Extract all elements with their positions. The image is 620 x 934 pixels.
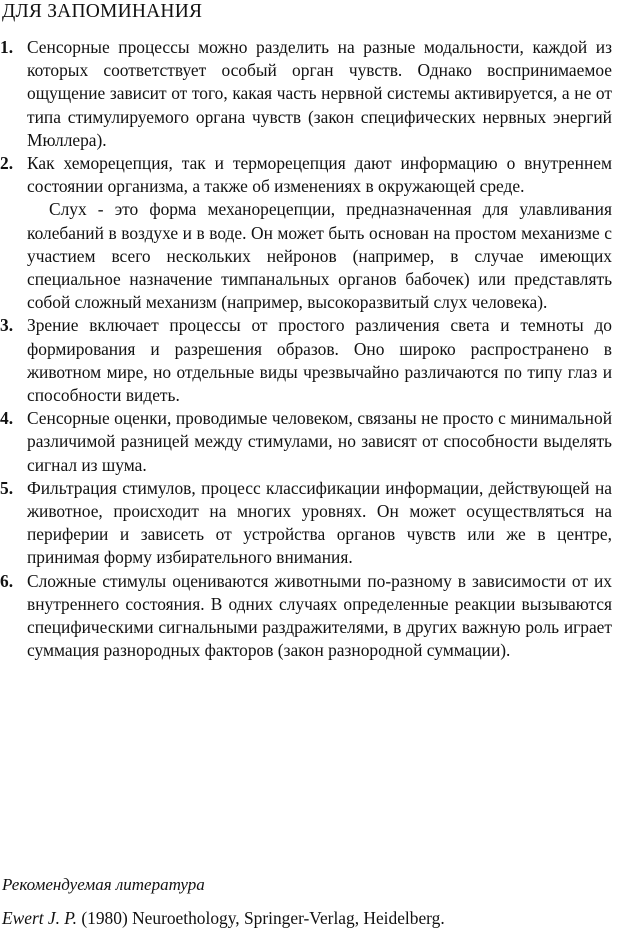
summary-point xyxy=(0,407,612,477)
summary-point-continuation xyxy=(0,198,612,314)
summary-point xyxy=(0,477,612,570)
reference-details: (1980) Neuroethology, Springer-Verlag, Heidelberg. xyxy=(77,908,445,928)
summary-point xyxy=(0,36,612,152)
summary-point xyxy=(0,570,612,663)
point-text: Фильтрация стимулов, процесс классификации информации, действующей на животное, происходит на многих уровнях. Он может осуществляться на периферии и зависеть от устройства органов чувств или же в центре, принимая форму избирательного внимания. xyxy=(27,477,612,568)
point-text: Как хеморецепция, так и терморецепция дают информацию о внутреннем состоянии организма, а также об изменениях в окружающей среде. xyxy=(27,153,612,197)
summary-list xyxy=(0,36,612,662)
point-text: Сложные стимулы оцениваются животными по-разному в зависимости от их внутреннего состояния. В одних случаях определенные реакции вызываются специфическими сигнальными раздражителями, в других важную роль играет суммация разнородных факторов (закон разнородной суммации). xyxy=(27,570,612,661)
point-number: 3. xyxy=(0,315,14,336)
summary-point xyxy=(0,314,612,407)
point-text: Сенсорные процессы можно разделить на разные модальности, каждой из которых соответствует особый орган чувств. Однако воспринимаемое ощущение зависит от того, какая часть нервной системы активируется, а не от типа стимулируемого органа чувств (закон специфических нервных энергий Мюллера). xyxy=(27,37,612,150)
point-text: Зрение включает процессы от простого различения света и темноты до формирования и разрешения образов. Оно широко распространено в животном мире, но отдельные виды чрезвычайно различаются по типу глаз и способности видеть. xyxy=(27,315,612,406)
section-heading: ДЛЯ ЗАПОМИНАНИЯ xyxy=(2,1,203,22)
point-text: Слух - это форма механорецепции, предназначенная для улавливания колебаний в воздухе и в воде. Он может быть основан на простом механизме с участием всего нескольких нейронов (например, в случае имеющих специальное назначение тимпанальных органов бабочек) или представлять собой сложный механизм (например, высокоразвитый слух человека). xyxy=(27,199,612,313)
point-number: 2. xyxy=(0,153,14,174)
point-number: 5. xyxy=(0,477,14,498)
point-text: Сенсорные оценки, проводимые человеком, связаны не просто с минимальной различимой разницей между стимулами, но зависят от способности выделять сигнал из шума. xyxy=(27,408,612,475)
literature-reference xyxy=(2,907,445,929)
reference-author: Ewert J. P. xyxy=(2,908,78,928)
point-number: 1. xyxy=(0,37,14,57)
literature-heading: Рекомендуемая литература xyxy=(2,875,205,894)
point-number: 4. xyxy=(0,408,14,429)
point-number: 6. xyxy=(0,570,14,591)
summary-point xyxy=(0,152,612,198)
